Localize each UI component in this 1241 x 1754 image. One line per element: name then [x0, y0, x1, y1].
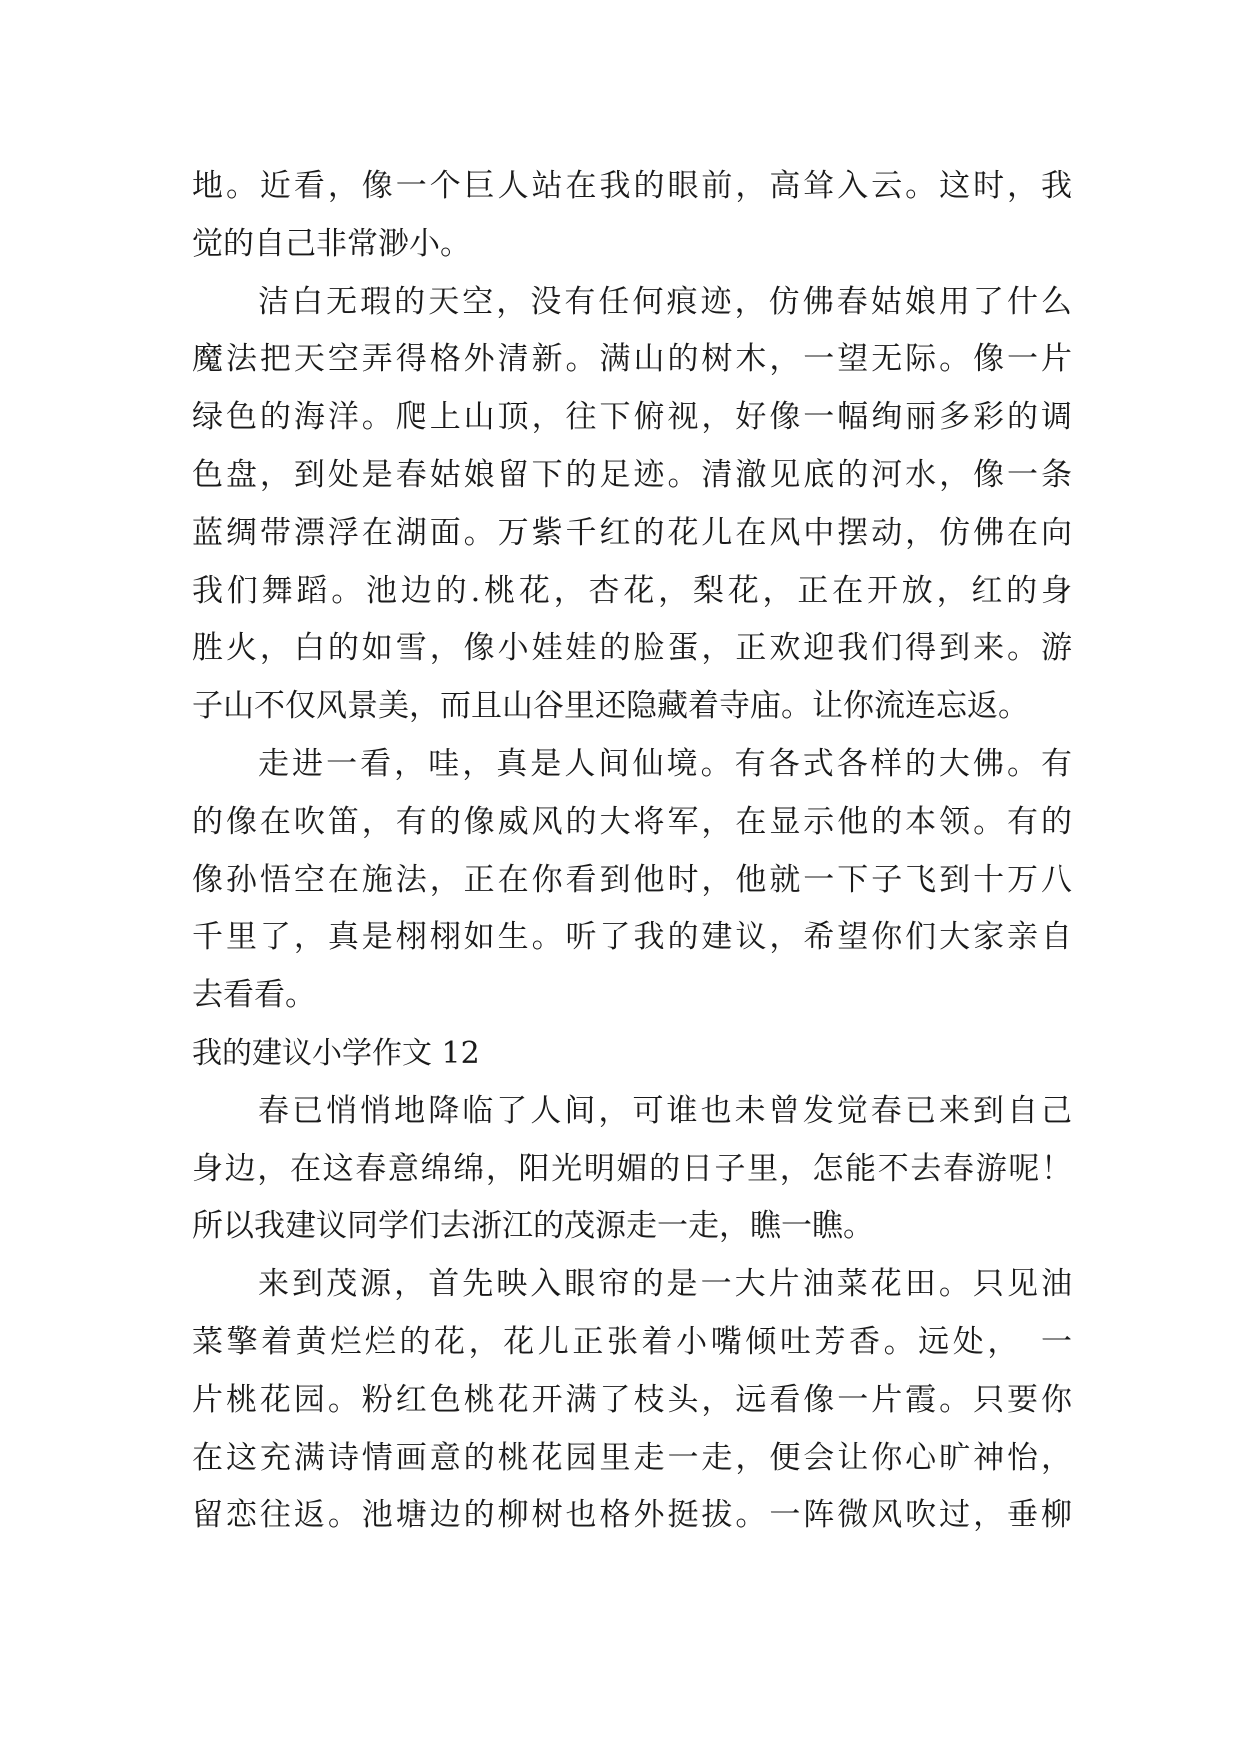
- text-line: 魔法把天空弄得格外清新。满山的树木，一望无际。像一片: [192, 341, 1072, 378]
- paragraph: [192, 736, 1072, 1025]
- text-line: 千里了，真是栩栩如生。听了我的建议，希望你们大家亲自: [192, 919, 1072, 956]
- text-line: 留恋往返。池塘边的柳树也格外挺拔。一阵微风吹过，垂柳: [192, 1497, 1072, 1534]
- text-line: 地。近看，像一个巨人站在我的眼前，高耸入云。这时，我: [192, 168, 1072, 204]
- text-line: 觉的自己非常渺小。: [192, 225, 471, 262]
- paragraph: [192, 274, 1072, 736]
- text-line: 菜擎着黄烂烂的花，花儿正张着小嘴倾吐芳香。远处， 一: [192, 1323, 1072, 1360]
- text-line: 来到茂源，首先映入眼帘的是一大片油菜花田。只见油: [258, 1266, 1072, 1303]
- text-line: 去看看。: [192, 977, 316, 1014]
- text-line: 像孙悟空在施法，正在你看到他时，他就一下子飞到十万八: [192, 861, 1072, 898]
- text-line: 胜火，白的如雪，像小娃娃的脸蛋，正欢迎我们得到来。游: [192, 630, 1072, 667]
- text-line: 片桃花园。粉红色桃花开满了枝头，远看像一片霞。只要你: [192, 1381, 1072, 1418]
- document-body: [192, 158, 1072, 1545]
- text-line: 在这充满诗情画意的桃花园里走一走，便会让你心旷神怡，: [192, 1439, 1072, 1476]
- text-line: 所以我建议同学们去浙江的茂源走一走，瞧一瞧。: [192, 1208, 874, 1245]
- essay-heading: 我的建议小学作文 12: [192, 1035, 480, 1071]
- text-line: 春已悄悄地降临了人间，可谁也未曾发觉春已来到自己: [258, 1092, 1072, 1129]
- text-line: 色盘，到处是春姑娘留下的足迹。清澈见底的河水，像一条: [192, 456, 1072, 493]
- paragraph: [192, 1256, 1072, 1545]
- text-line: 洁白无瑕的天空，没有任何痕迹，仿佛春姑娘用了什么: [258, 283, 1072, 320]
- text-line: 的像在吹笛，有的像威风的大将军，在显示他的本领。有的: [192, 803, 1072, 840]
- text-line: 子山不仅风景美，而且山谷里还隐藏着寺庙。让你流连忘返。: [192, 688, 1029, 725]
- text-line: 蓝绸带漂浮在湖面。万紫千红的花儿在风中摆动，仿佛在向: [192, 514, 1072, 551]
- text-line: 我们舞蹈。池边的.桃花，杏花，梨花，正在开放，红的身: [192, 572, 1072, 609]
- text-line: 绿色的海洋。爬上山顶，往下俯视，好像一幅绚丽多彩的调: [192, 399, 1072, 436]
- paragraph: [192, 158, 1072, 274]
- paragraph: [192, 1083, 1072, 1256]
- text-line: 身边，在这春意绵绵，阳光明媚的日子里，怎能不去春游呢！: [192, 1150, 1072, 1187]
- text-line: 走进一看，哇，真是人间仙境。有各式各样的大佛。有: [258, 745, 1072, 782]
